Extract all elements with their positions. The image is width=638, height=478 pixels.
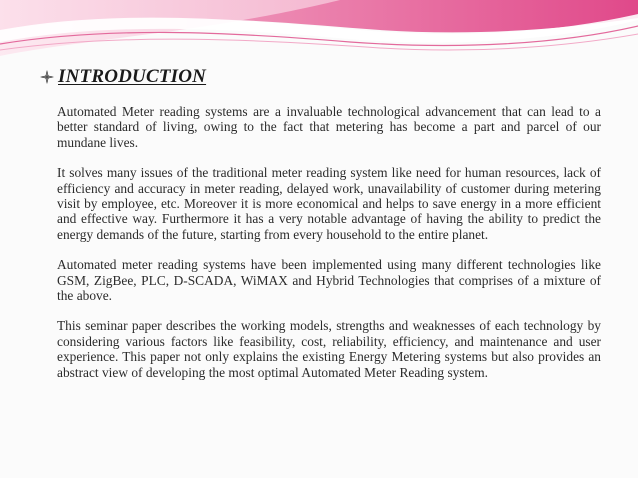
slide-heading (39, 66, 206, 88)
paragraph-technologies: Automated meter reading systems have been implemented using many different technologies like GSM, ZigBee, PLC, D-SCADA, WiMAX and Hybrid Technologies that comprises of a mixture of the above. (57, 257, 601, 304)
heading-text: INTRODUCTION (58, 66, 207, 87)
diamond-bullet-icon (39, 69, 55, 85)
paragraph-issues: It solves many issues of the traditional meter reading system like need for human resources, lack of efficiency and accuracy in meter reading, delayed work, unavailability of customer during metering visit by employee, etc. Moreover it is more economical and helps to save energy in a more efficient and effective way. Furthermore it has a very notable advantage of having the ability to predict the energy demands of the future, starting from every household to the entire planet. (57, 165, 601, 242)
content-body (57, 104, 601, 395)
paragraph-scope: This seminar paper describes the working models, strengths and weaknesses of each technology by considering various factors like feasibility, cost, reliability, efficiency, and maintenance and user experience. This paper not only explains the existing Energy Metering systems but also provides an abstract view of developing the most optimal Automated Meter Reading system. (57, 318, 601, 380)
paragraph-intro: Automated Meter reading systems are a invaluable technological advancement that can lead to a better standard of living, owing to the fact that metering has become a part and parcel of our mundane lives. (57, 104, 601, 150)
header-wave-decoration (0, 0, 638, 64)
